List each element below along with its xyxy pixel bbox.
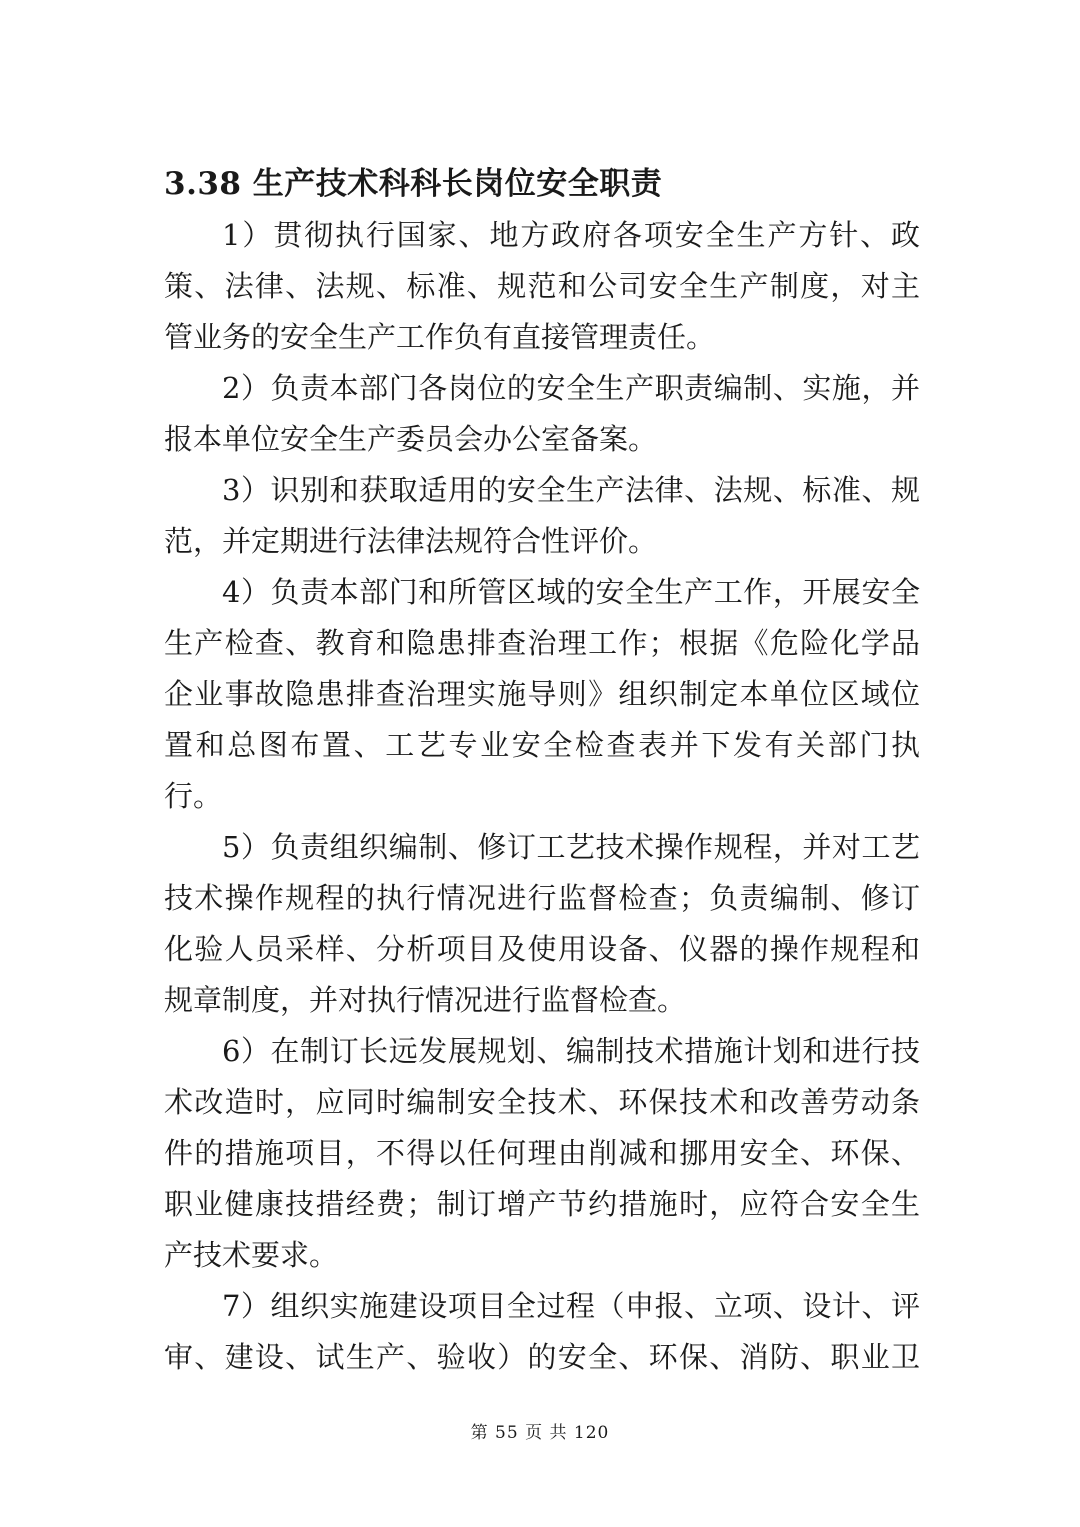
paragraph-line: 置和总图布置、工艺专业安全检查表并下发有关部门执 [164, 728, 920, 762]
paragraph-line: 1）贯彻执行国家、地方政府各项安全生产方针、政 [222, 218, 920, 252]
paragraph-line: 产技术要求。 [164, 1238, 339, 1272]
paragraph-line: 4）负责本部门和所管区域的安全生产工作，开展安全 [222, 575, 920, 609]
paragraph-line: 管业务的安全生产工作负有直接管理责任。 [164, 320, 716, 354]
paragraph-line: 6）在制订长远发展规划、编制技术措施计划和进行技 [222, 1034, 920, 1068]
paragraph-line: 职业健康技措经费；制订增产节约措施时，应符合安全生 [164, 1187, 920, 1221]
section-heading: 3.38 生产技术科科长岗位安全职责 [164, 166, 663, 202]
paragraph-1 [164, 210, 920, 363]
paragraph-line: 审、建设、试生产、验收）的安全、环保、消防、职业卫 [164, 1340, 920, 1374]
paragraph-line: 7）组织实施建设项目全过程（申报、立项、设计、评 [222, 1289, 920, 1323]
paragraph-line: 件的措施项目，不得以任何理由削减和挪用安全、环保、 [164, 1136, 920, 1170]
paragraph-line: 化验人员采样、分析项目及使用设备、仪器的操作规程和 [164, 932, 920, 966]
paragraph-line: 行。 [164, 779, 223, 813]
paragraph-3 [164, 465, 920, 567]
paragraph-line: 技术操作规程的执行情况进行监督检查；负责编制、修订 [164, 881, 920, 915]
paragraph-line: 5）负责组织编制、修订工艺技术操作规程，并对工艺 [222, 830, 920, 864]
paragraph-line: 范，并定期进行法律法规符合性评价。 [164, 524, 658, 558]
paragraph-6 [164, 1026, 920, 1281]
paragraph-4 [164, 567, 920, 822]
paragraph-line: 规章制度，并对执行情况进行监督检查。 [164, 983, 687, 1017]
paragraph-line: 3）识别和获取适用的安全生产法律、法规、标准、规 [222, 473, 920, 507]
paragraph-5 [164, 822, 920, 1026]
page-footer: 第 55 页 共 120 [470, 1423, 610, 1443]
paragraph-7 [164, 1281, 920, 1383]
paragraph-line: 生产检查、教育和隐患排查治理工作；根据《危险化学品 [164, 626, 920, 660]
paragraph-line: 2）负责本部门各岗位的安全生产职责编制、实施，并 [222, 371, 920, 405]
paragraph-2 [164, 363, 920, 465]
paragraph-line: 术改造时，应同时编制安全技术、环保技术和改善劳动条 [164, 1085, 920, 1119]
paragraph-line: 报本单位安全生产委员会办公室备案。 [164, 422, 658, 456]
paragraph-list [164, 210, 920, 1383]
paragraph-line: 策、法律、法规、标准、规范和公司安全生产制度，对主 [164, 269, 920, 303]
paragraph-line: 企业事故隐患排查治理实施导则》组织制定本单位区域位 [164, 677, 920, 711]
